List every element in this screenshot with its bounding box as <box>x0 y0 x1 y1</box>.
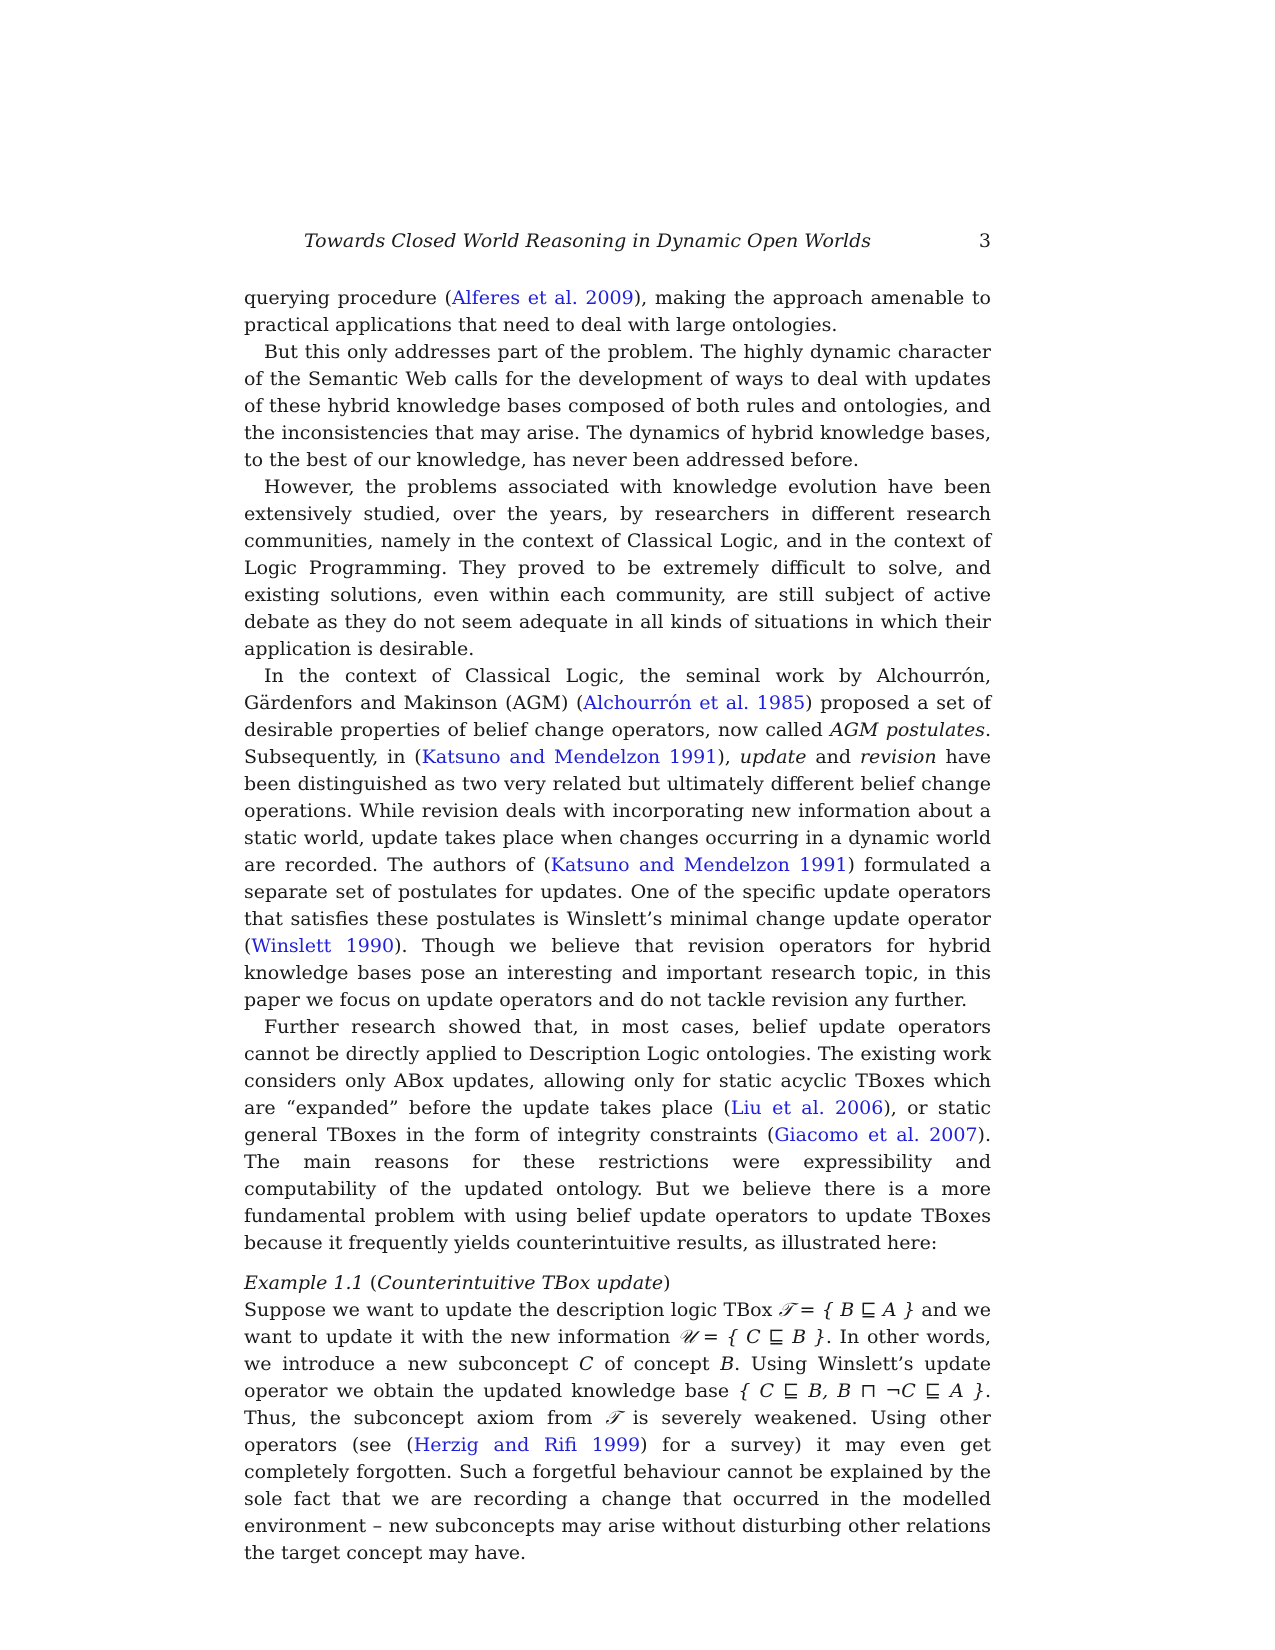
text-run: . In other words, we introduce a new subconcept <box>244 1326 992 1375</box>
math-expression: 𝒯 <box>605 1407 620 1429</box>
text-run: ). The main reasons for these restrictions were expressibility and computability of the updated ontology. But we believe there is a more fundamental problem with using belief update operators to update TBoxes because it frequently yields counterintuitive results, as illustrated here: <box>244 1124 991 1254</box>
example-title: Counterintuitive TBox update <box>377 1272 664 1294</box>
citation-link[interactable]: Katsuno and Mendelzon 1991 <box>550 854 848 876</box>
text-run: ), making the approach amenable to practical applications that need to deal with large ontologies. <box>244 287 991 336</box>
emphasis: AGM postulates <box>830 719 985 741</box>
citation-link[interactable]: Alferes et al. 2009 <box>451 287 634 309</box>
emphasis: revision <box>859 746 937 768</box>
example-heading <box>244 1270 991 1297</box>
text-run: . Subsequently, in ( <box>244 719 991 768</box>
text-run: Further research showed that, in most cases, belief update operators cannot be directly applied to Description Logic ontologies. The existing work considers only ABox updates, allowing only for static acyclic TBoxes which are “expanded” before the update takes place ( <box>244 1016 991 1119</box>
text-run: have been distinguished as two very related but ultimately different belief change operations. While revision deals with incorporating new information about a static world, update takes place when changes occurring in a dynamic world are recorded. The authors of ( <box>244 746 992 876</box>
citation-link[interactable]: Winslett 1990 <box>251 935 395 957</box>
text-run: querying procedure ( <box>244 287 452 309</box>
citation-link[interactable]: Liu et al. 2006 <box>730 1097 884 1119</box>
paragraph-1 <box>244 285 991 339</box>
text-run: However, the problems associated with knowledge evolution have been extensively studied, over the years, by researchers in different research communities, namely in the context of Classical Logic, and in the context of Logic Programming. They proved to be extremely difficult to solve, and existing solutions, even within each community, are still subject of active debate as they do not seem adequate in all kinds of situations in which their application is desirable. <box>244 476 991 660</box>
math-expression: 𝒯 = { B ⊑ A } <box>778 1299 916 1321</box>
paragraph-3 <box>244 474 991 663</box>
math-expression: B <box>720 1353 735 1375</box>
text-run: In the context of Classical Logic, the seminal work by Alchourrón, Gärdenfors and Makinson (AGM) ( <box>244 665 991 714</box>
example-body <box>244 1297 991 1567</box>
example-label: Example 1.1 <box>244 1272 364 1294</box>
body-text <box>244 285 991 1567</box>
text-run: ( <box>363 1272 378 1294</box>
text-run: ), <box>717 746 740 768</box>
text-run: is severely weakened. Using other operators (see ( <box>244 1407 991 1456</box>
math-expression: C <box>579 1353 594 1375</box>
math-expression: { C ⊑ B, B ⊓ ¬C ⊑ A } <box>738 1380 985 1402</box>
text-run: ) formulated a separate set of postulates for updates. One of the specific update operators that satisfies these postulates is Winslett’s minimal change update operator ( <box>244 854 992 957</box>
paragraph-4 <box>244 663 991 1014</box>
text-run: ) proposed a set of desirable properties of belief change operators, now called <box>244 692 991 741</box>
text-run: of concept <box>593 1353 721 1375</box>
text-run: . Thus, the subconcept axiom from <box>244 1380 991 1429</box>
citation-link[interactable]: Alchourrón et al. 1985 <box>583 692 806 714</box>
text-run: ), or static general TBoxes in the form of integrity constraints ( <box>244 1097 991 1146</box>
text-run: . Using Winslett’s update operator we obtain the updated knowledge base <box>244 1353 991 1402</box>
citation-link[interactable]: Katsuno and Mendelzon 1991 <box>421 746 718 768</box>
citation-link[interactable]: Herzig and Rifi 1999 <box>413 1434 641 1456</box>
citation-link[interactable]: Giacomo et al. 2007 <box>774 1124 978 1146</box>
text-run: and <box>806 746 860 768</box>
text-run: Suppose we want to update the description logic TBox <box>244 1299 779 1321</box>
running-title: Towards Closed World Reasoning in Dynamic Open Worlds <box>303 230 872 252</box>
running-head <box>244 230 991 256</box>
text-run: But this only addresses part of the problem. The highly dynamic character of the Semantic Web calls for the development of ways to deal with updates of these hybrid knowledge bases composed of both rules and ontologies, and the inconsistencies that may arise. The dynamics of hybrid knowledge bases, to the best of our knowledge, has never been addressed before. <box>244 341 991 471</box>
paragraph-2 <box>244 339 991 474</box>
page-number: 3 <box>978 230 991 252</box>
math-expression: 𝒰 = { C ⊑ B } <box>678 1326 826 1348</box>
emphasis: update <box>739 746 807 768</box>
text-run: ) <box>663 1272 671 1294</box>
text-run: ). Though we believe that revision operators for hybrid knowledge bases pose an interesting and important research topic, in this paper we focus on update operators and do not tackle revision any further. <box>244 935 991 1011</box>
text-run: ) for a survey) it may even get completely forgotten. Such a forgetful behaviour cannot be explained by the sole fact that we are recording a change that occurred in the modelled environment – new subconcepts may arise without disturbing other relations the target concept may have. <box>244 1434 992 1564</box>
paragraph-5 <box>244 1014 991 1257</box>
text-run: and we want to update it with the new information <box>244 1299 991 1348</box>
